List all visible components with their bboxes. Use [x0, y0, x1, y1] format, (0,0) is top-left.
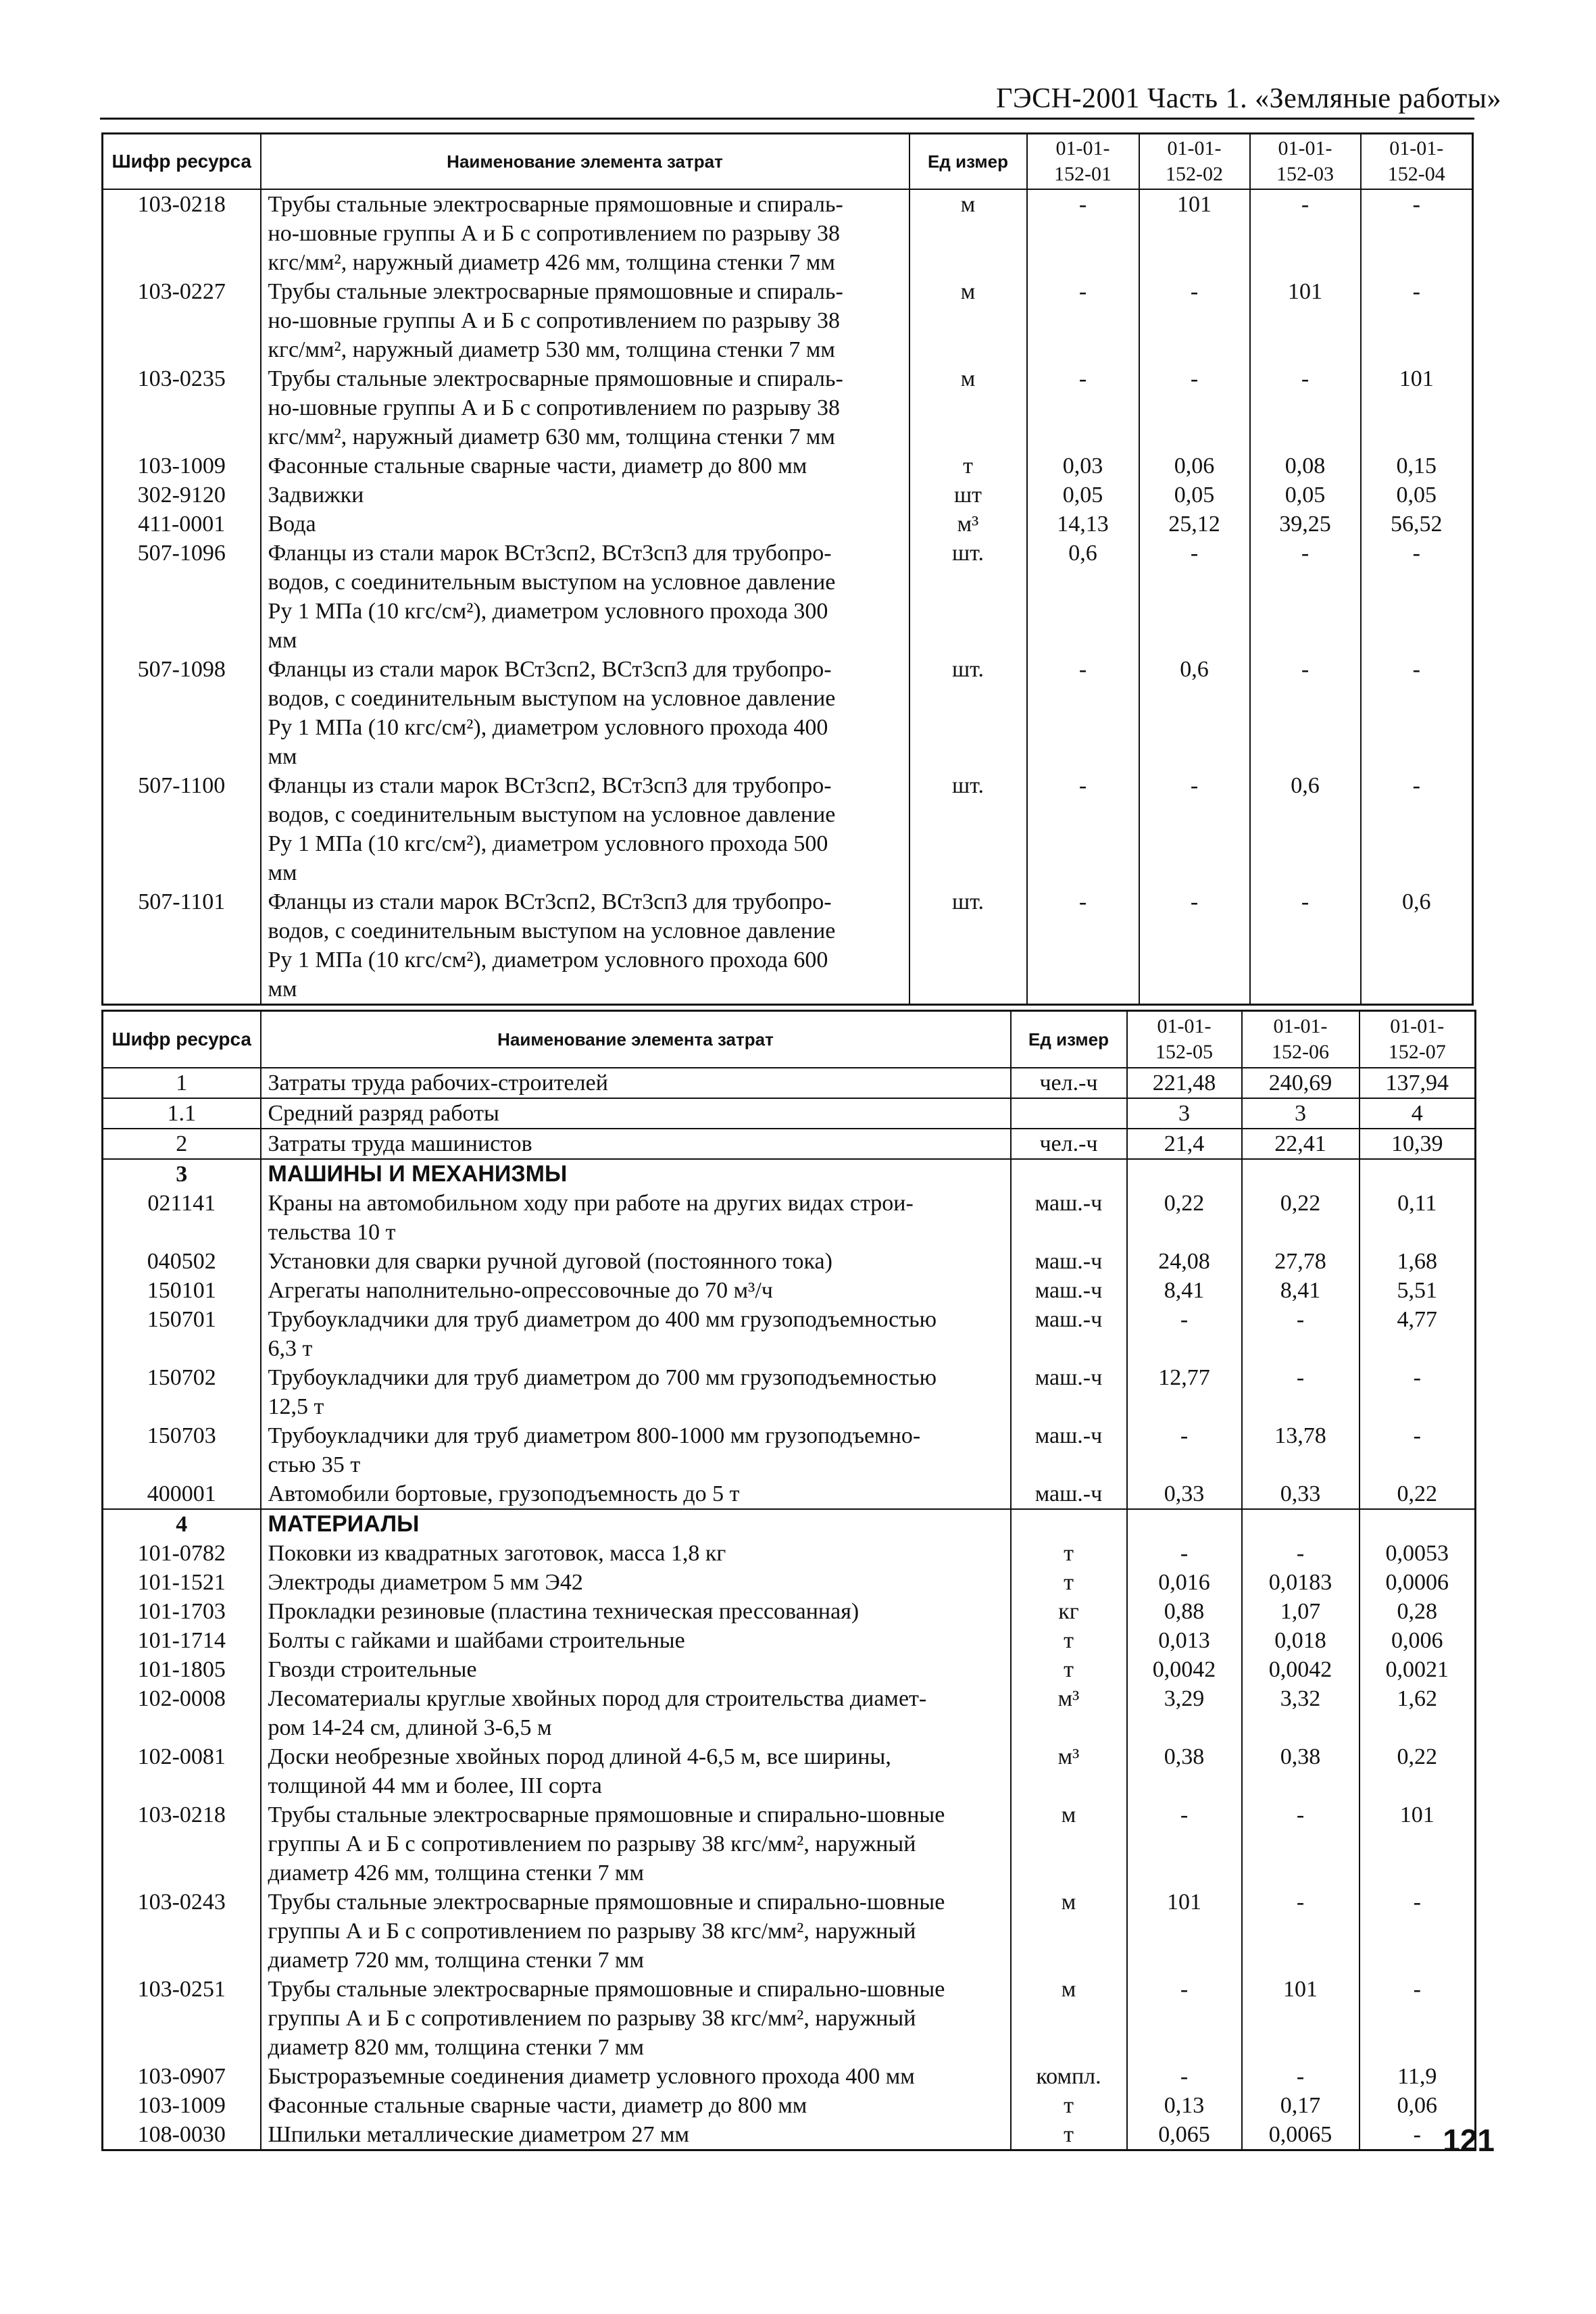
norm-value: -	[1127, 1800, 1242, 1888]
norm-value: 0,06	[1139, 451, 1250, 481]
norm-value	[1360, 1159, 1476, 1189]
norm-value: -	[1027, 364, 1139, 451]
norm-value: -	[1027, 655, 1139, 771]
norm-value: 0,38	[1127, 1742, 1242, 1800]
norm-value: 0,6	[1027, 539, 1139, 655]
resource-code: 507-1098	[103, 655, 261, 771]
resource-name: Электроды диаметром 5 мм Э42	[261, 1568, 1011, 1597]
resource-name: Задвижки	[261, 481, 909, 510]
norm-value: 3	[1242, 1098, 1360, 1129]
unit-of-measure: маш.-ч	[1011, 1247, 1127, 1276]
norm-value: 1,62	[1360, 1684, 1476, 1742]
resource-name: Трубоукладчики для труб диаметром до 400 мм грузоподъемностью 6,3 т	[261, 1305, 1011, 1363]
norm-value: 0,0065	[1242, 2120, 1360, 2150]
table-row	[103, 1305, 1476, 1363]
norm-value: -	[1127, 1421, 1242, 1479]
unit-of-measure: м	[909, 364, 1027, 451]
norm-value: 56,52	[1361, 510, 1473, 539]
col-header-norm: 01-01- 152-01	[1027, 134, 1139, 189]
table-row	[103, 1888, 1476, 1975]
resource-code: 103-0907	[103, 2062, 261, 2091]
norm-value: -	[1242, 1888, 1360, 1975]
norm-value: -	[1242, 2062, 1360, 2091]
resource-code: 021141	[103, 1189, 261, 1247]
norm-value: -	[1360, 1421, 1476, 1479]
unit-of-measure	[1011, 1098, 1127, 1129]
norm-value: 221,48	[1127, 1068, 1242, 1098]
norm-value: 0,05	[1139, 481, 1250, 510]
resource-name: Вода	[261, 510, 909, 539]
norm-value: 0,0006	[1360, 1568, 1476, 1597]
norm-value: 0,88	[1127, 1597, 1242, 1626]
norm-value: 101	[1127, 1888, 1242, 1975]
norm-value: -	[1242, 1800, 1360, 1888]
unit-of-measure: маш.-ч	[1011, 1189, 1127, 1247]
resource-code: 103-0218	[103, 189, 261, 277]
resource-name: Установки для сварки ручной дуговой (постоянного тока)	[261, 1247, 1011, 1276]
norm-value: 39,25	[1250, 510, 1361, 539]
norm-value: 0,22	[1360, 1479, 1476, 1509]
resource-name: Фланцы из стали марок ВСт3сп2, ВСт3сп3 для трубопро- водов, с соединительным выступом на условное давление Ру 1 МПа (10 кгс/см²), диаметром условного прохода 300 мм	[261, 539, 909, 655]
norm-value: -	[1127, 2062, 1242, 2091]
resource-name: Фланцы из стали марок ВСт3сп2, ВСт3сп3 для трубопро- водов, с соединительным выступом на условное давление Ру 1 МПа (10 кгс/см²), диаметром условного прохода 600 мм	[261, 887, 909, 1005]
norm-value: 137,94	[1360, 1068, 1476, 1098]
table-row	[103, 1975, 1476, 2062]
resource-name: Затраты труда машинистов	[261, 1129, 1011, 1159]
unit-of-measure: м	[909, 189, 1027, 277]
unit-of-measure: маш.-ч	[1011, 1479, 1127, 1509]
col-header-norm: 01-01- 152-05	[1127, 1011, 1242, 1068]
norm-value: 4,77	[1360, 1305, 1476, 1363]
table-row	[103, 510, 1473, 539]
norm-value: 0,05	[1250, 481, 1361, 510]
norm-value: -	[1361, 771, 1473, 887]
resource-code: 101-1703	[103, 1597, 261, 1626]
col-header-code: Шифр ресурса	[103, 134, 261, 189]
resource-code: 103-0227	[103, 277, 261, 364]
norm-value: 0,33	[1127, 1479, 1242, 1509]
norm-value: -	[1250, 887, 1361, 1005]
norm-value: -	[1127, 1305, 1242, 1363]
norm-value: -	[1250, 655, 1361, 771]
table-row	[103, 887, 1473, 1005]
norm-value: 27,78	[1242, 1247, 1360, 1276]
norm-value: -	[1361, 655, 1473, 771]
table-row	[103, 364, 1473, 451]
resource-code: 040502	[103, 1247, 261, 1276]
unit-of-measure: т	[1011, 2120, 1127, 2150]
norm-value: -	[1242, 1305, 1360, 1363]
resource-name: Агрегаты наполнительно-опрессовочные до 70 м³/ч	[261, 1276, 1011, 1305]
norm-value: -	[1139, 364, 1250, 451]
resource-name: Шпильки металлические диаметром 27 мм	[261, 2120, 1011, 2150]
resource-code: 400001	[103, 1479, 261, 1509]
resource-name: Прокладки резиновые (пластина техническая прессованная)	[261, 1597, 1011, 1626]
unit-of-measure: м	[1011, 1888, 1127, 1975]
norm-value: 8,41	[1127, 1276, 1242, 1305]
resource-code: 102-0008	[103, 1684, 261, 1742]
resource-code: 103-0218	[103, 1800, 261, 1888]
resource-table-1	[101, 132, 1474, 1006]
page-header-title: ГЭСН-2001 Часть 1. «Земляные работы»	[996, 83, 1501, 114]
norm-value: 0,08	[1250, 451, 1361, 481]
norm-value: 24,08	[1127, 1247, 1242, 1276]
resource-name: Трубы стальные электросварные прямошовные и спираль- но-шовные группы А и Б с сопротивлением по разрыву 38 кгс/мм², наружный диаметр 530 мм, толщина стенки 7 мм	[261, 277, 909, 364]
norm-value: 1,68	[1360, 1247, 1476, 1276]
col-header-code: Шифр ресурса	[103, 1011, 261, 1068]
col-header-name: Наименование элемента затрат	[261, 1011, 1011, 1068]
norm-value: 25,12	[1139, 510, 1250, 539]
table-row	[103, 1479, 1476, 1509]
norm-value: 5,51	[1360, 1276, 1476, 1305]
norm-value	[1360, 1509, 1476, 1539]
norm-value: 14,13	[1027, 510, 1139, 539]
table-row	[103, 481, 1473, 510]
table-row	[103, 1129, 1476, 1159]
norm-value: -	[1027, 277, 1139, 364]
norm-value: 0,6	[1361, 887, 1473, 1005]
norm-value: -	[1127, 1539, 1242, 1568]
norm-value: 0,6	[1250, 771, 1361, 887]
resource-code: 3	[103, 1159, 261, 1189]
unit-of-measure: шт.	[909, 539, 1027, 655]
norm-value: 0,018	[1242, 1626, 1360, 1655]
norm-value: 240,69	[1242, 1068, 1360, 1098]
unit-of-measure: шт.	[909, 655, 1027, 771]
resource-code: 101-0782	[103, 1539, 261, 1568]
resource-name: Трубы стальные электросварные прямошовные и спирально-шовные группы А и Б с сопротивлением по разрыву 38 кгс/мм², наружный диаметр 426 мм, толщина стенки 7 мм	[261, 1800, 1011, 1888]
resource-name: Затраты труда рабочих-строителей	[261, 1068, 1011, 1098]
col-header-norm: 01-01- 152-07	[1360, 1011, 1476, 1068]
resource-code: 101-1521	[103, 1568, 261, 1597]
unit-of-measure	[1011, 1159, 1127, 1189]
norm-value: 0,22	[1242, 1189, 1360, 1247]
norm-value: 0,22	[1127, 1189, 1242, 1247]
norm-value: -	[1027, 887, 1139, 1005]
resource-code: 150101	[103, 1276, 261, 1305]
norm-value: -	[1361, 189, 1473, 277]
unit-of-measure: маш.-ч	[1011, 1421, 1127, 1479]
unit-of-measure: м	[909, 277, 1027, 364]
unit-of-measure: т	[1011, 1626, 1127, 1655]
resource-code: 507-1100	[103, 771, 261, 887]
resource-code: 101-1805	[103, 1655, 261, 1684]
norm-value: 0,0021	[1360, 1655, 1476, 1684]
resource-code: 103-1009	[103, 451, 261, 481]
norm-value: -	[1242, 1539, 1360, 1568]
unit-of-measure: компл.	[1011, 2062, 1127, 2091]
norm-value: 0,06	[1360, 2091, 1476, 2120]
unit-of-measure: т	[909, 451, 1027, 481]
norm-value: 13,78	[1242, 1421, 1360, 1479]
resource-code: 1.1	[103, 1098, 261, 1129]
resource-name: Трубоукладчики для труб диаметром 800-1000 мм грузоподъемно- стью 35 т	[261, 1421, 1011, 1479]
norm-value: -	[1250, 364, 1361, 451]
norm-value: 0,006	[1360, 1626, 1476, 1655]
table-row	[103, 539, 1473, 655]
norm-value: -	[1360, 2120, 1476, 2150]
unit-of-measure: т	[1011, 1539, 1127, 1568]
table-row	[103, 1684, 1476, 1742]
col-header-norm: 01-01- 152-02	[1139, 134, 1250, 189]
table-row	[103, 1159, 1476, 1189]
resource-code: 150701	[103, 1305, 261, 1363]
resource-code: 507-1101	[103, 887, 261, 1005]
resource-name: Автомобили бортовые, грузоподъемность до 5 т	[261, 1479, 1011, 1509]
norm-value: 0,11	[1360, 1189, 1476, 1247]
unit-of-measure: маш.-ч	[1011, 1305, 1127, 1363]
resource-code: 103-0243	[103, 1888, 261, 1975]
norm-value: 0,0183	[1242, 1568, 1360, 1597]
table-row	[103, 1597, 1476, 1626]
norm-value: 0,33	[1242, 1479, 1360, 1509]
resource-code: 507-1096	[103, 539, 261, 655]
table-row	[103, 1363, 1476, 1421]
unit-of-measure: м³	[909, 510, 1027, 539]
col-header-norm: 01-01- 152-03	[1250, 134, 1361, 189]
unit-of-measure: т	[1011, 1568, 1127, 1597]
norm-value: -	[1360, 1888, 1476, 1975]
unit-of-measure: маш.-ч	[1011, 1363, 1127, 1421]
norm-value: 101	[1360, 1800, 1476, 1888]
norm-value: 0,0042	[1242, 1655, 1360, 1684]
unit-of-measure: чел.-ч	[1011, 1068, 1127, 1098]
resource-code: 103-0251	[103, 1975, 261, 2062]
col-header-unit: Ед измер	[1011, 1011, 1127, 1068]
unit-of-measure: м	[1011, 1800, 1127, 1888]
norm-value: 0,17	[1242, 2091, 1360, 2120]
norm-value: 3,29	[1127, 1684, 1242, 1742]
table-row	[103, 2120, 1476, 2150]
norm-value: 0,065	[1127, 2120, 1242, 2150]
norm-value: -	[1139, 887, 1250, 1005]
resource-name: Трубоукладчики для труб диаметром до 700 мм грузоподъемностью 12,5 т	[261, 1363, 1011, 1421]
table-row	[103, 1247, 1476, 1276]
resource-code: 102-0081	[103, 1742, 261, 1800]
resource-name: Лесоматериалы круглые хвойных пород для строительства диамет- ром 14-24 см, длиной 3-6,5 м	[261, 1684, 1011, 1742]
norm-value: -	[1027, 771, 1139, 887]
table-row	[103, 1568, 1476, 1597]
norm-value: 101	[1242, 1975, 1360, 2062]
norm-value: -	[1139, 539, 1250, 655]
resource-name: Краны на автомобильном ходу при работе на других видах строи- тельства 10 т	[261, 1189, 1011, 1247]
resource-name: Поковки из квадратных заготовок, масса 1,8 кг	[261, 1539, 1011, 1568]
norm-value: -	[1360, 1363, 1476, 1421]
table-row	[103, 1655, 1476, 1684]
norm-value	[1242, 1509, 1360, 1539]
table-row	[103, 1509, 1476, 1539]
norm-value: -	[1127, 1975, 1242, 2062]
resource-code: 103-1009	[103, 2091, 261, 2120]
unit-of-measure	[1011, 1509, 1127, 1539]
unit-of-measure: м³	[1011, 1684, 1127, 1742]
unit-of-measure: шт.	[909, 887, 1027, 1005]
resource-name: Трубы стальные электросварные прямошовные и спирально-шовные группы А и Б с сопротивлением по разрыву 38 кгс/мм², наружный диаметр 720 мм, толщина стенки 7 мм	[261, 1888, 1011, 1975]
resource-name: Фасонные стальные сварные части, диаметр до 800 мм	[261, 2091, 1011, 2120]
norm-value: 0,13	[1127, 2091, 1242, 2120]
norm-value: 0,016	[1127, 1568, 1242, 1597]
resource-code: 411-0001	[103, 510, 261, 539]
resource-code: 103-0235	[103, 364, 261, 451]
norm-value	[1242, 1159, 1360, 1189]
resource-code: 108-0030	[103, 2120, 261, 2150]
table-row	[103, 1068, 1476, 1098]
resource-name: МАТЕРИАЛЫ	[261, 1509, 1011, 1539]
resource-table-2	[101, 1010, 1476, 2151]
resource-name: Доски необрезные хвойных пород длиной 4-6,5 м, все ширины, толщиной 44 мм и более, III сорта	[261, 1742, 1011, 1800]
norm-value: 3,32	[1242, 1684, 1360, 1742]
norm-value: 0,28	[1360, 1597, 1476, 1626]
norm-value: 101	[1361, 364, 1473, 451]
norm-value: 0,05	[1027, 481, 1139, 510]
norm-value: 0,0042	[1127, 1655, 1242, 1684]
col-header-unit: Ед измер	[909, 134, 1027, 189]
col-header-norm: 01-01- 152-06	[1242, 1011, 1360, 1068]
norm-value: 1,07	[1242, 1597, 1360, 1626]
table-row	[103, 1742, 1476, 1800]
norm-value: -	[1139, 771, 1250, 887]
norm-value: 0,05	[1361, 481, 1473, 510]
resource-name: Фланцы из стали марок ВСт3сп2, ВСт3сп3 для трубопро- водов, с соединительным выступом на условное давление Ру 1 МПа (10 кгс/см²), диаметром условного прохода 500 мм	[261, 771, 909, 887]
norm-value	[1127, 1509, 1242, 1539]
resource-name: Фасонные стальные сварные части, диаметр до 800 мм	[261, 451, 909, 481]
norm-value: 0,03	[1027, 451, 1139, 481]
resource-name: Трубы стальные электросварные прямошовные и спираль- но-шовные группы А и Б с сопротивлением по разрыву 38 кгс/мм², наружный диаметр 630 мм, толщина стенки 7 мм	[261, 364, 909, 451]
table-row	[103, 655, 1473, 771]
table-row	[103, 1800, 1476, 1888]
resource-name: Трубы стальные электросварные прямошовные и спирально-шовные группы А и Б с сопротивлением по разрыву 38 кгс/мм², наружный диаметр 820 мм, толщина стенки 7 мм	[261, 1975, 1011, 2062]
resource-name: МАШИНЫ И МЕХАНИЗМЫ	[261, 1159, 1011, 1189]
norm-value: -	[1360, 1975, 1476, 2062]
col-header-norm: 01-01- 152-04	[1361, 134, 1473, 189]
norm-value: -	[1361, 277, 1473, 364]
resource-name: Гвозди строительные	[261, 1655, 1011, 1684]
norm-value: 21,4	[1127, 1129, 1242, 1159]
table-row	[103, 1189, 1476, 1247]
norm-value: 10,39	[1360, 1129, 1476, 1159]
norm-value: 3	[1127, 1098, 1242, 1129]
norm-value: 8,41	[1242, 1276, 1360, 1305]
table-row	[103, 451, 1473, 481]
norm-value: 22,41	[1242, 1129, 1360, 1159]
resource-code: 302-9120	[103, 481, 261, 510]
norm-value: 0,38	[1242, 1742, 1360, 1800]
norm-value: 101	[1250, 277, 1361, 364]
norm-value: 0,6	[1139, 655, 1250, 771]
norm-value: 0,013	[1127, 1626, 1242, 1655]
resource-name: Болты с гайками и шайбами строительные	[261, 1626, 1011, 1655]
norm-value: 12,77	[1127, 1363, 1242, 1421]
unit-of-measure: т	[1011, 2091, 1127, 2120]
norm-value: -	[1027, 189, 1139, 277]
norm-value: -	[1250, 539, 1361, 655]
norm-value: -	[1242, 1363, 1360, 1421]
resource-name: Фланцы из стали марок ВСт3сп2, ВСт3сп3 для трубопро- водов, с соединительным выступом на условное давление Ру 1 МПа (10 кгс/см²), диаметром условного прохода 400 мм	[261, 655, 909, 771]
norm-value: -	[1250, 189, 1361, 277]
resource-code: 1	[103, 1068, 261, 1098]
unit-of-measure: шт	[909, 481, 1027, 510]
norm-value: -	[1139, 277, 1250, 364]
table-row	[103, 1539, 1476, 1568]
unit-of-measure: маш.-ч	[1011, 1276, 1127, 1305]
norm-value	[1127, 1159, 1242, 1189]
table-row	[103, 1626, 1476, 1655]
table-row	[103, 1276, 1476, 1305]
norm-value: -	[1361, 539, 1473, 655]
norm-value: 0,15	[1361, 451, 1473, 481]
unit-of-measure: м³	[1011, 1742, 1127, 1800]
table-row	[103, 2091, 1476, 2120]
resource-name: Быстроразъемные соединения диаметр условного прохода 400 мм	[261, 2062, 1011, 2091]
resource-name: Трубы стальные электросварные прямошовные и спираль- но-шовные группы А и Б с сопротивлением по разрыву 38 кгс/мм², наружный диаметр 426 мм, толщина стенки 7 мм	[261, 189, 909, 277]
table-row	[103, 2062, 1476, 2091]
resource-code: 4	[103, 1509, 261, 1539]
resource-code: 150703	[103, 1421, 261, 1479]
table-row	[103, 277, 1473, 364]
resource-name: Средний разряд работы	[261, 1098, 1011, 1129]
unit-of-measure: м	[1011, 1975, 1127, 2062]
table-row	[103, 1098, 1476, 1129]
norm-value: 101	[1139, 189, 1250, 277]
unit-of-measure: кг	[1011, 1597, 1127, 1626]
unit-of-measure: шт.	[909, 771, 1027, 887]
resource-code: 2	[103, 1129, 261, 1159]
unit-of-measure: чел.-ч	[1011, 1129, 1127, 1159]
header-rule	[100, 118, 1474, 120]
page-number: 121	[1443, 2123, 1495, 2158]
norm-value: 11,9	[1360, 2062, 1476, 2091]
table-row	[103, 771, 1473, 887]
table-row	[103, 1421, 1476, 1479]
norm-value: 0,22	[1360, 1742, 1476, 1800]
resource-code: 150702	[103, 1363, 261, 1421]
norm-value: 4	[1360, 1098, 1476, 1129]
table-row	[103, 189, 1473, 277]
unit-of-measure: т	[1011, 1655, 1127, 1684]
norm-value: 0,0053	[1360, 1539, 1476, 1568]
resource-code: 101-1714	[103, 1626, 261, 1655]
col-header-name: Наименование элемента затрат	[261, 134, 909, 189]
